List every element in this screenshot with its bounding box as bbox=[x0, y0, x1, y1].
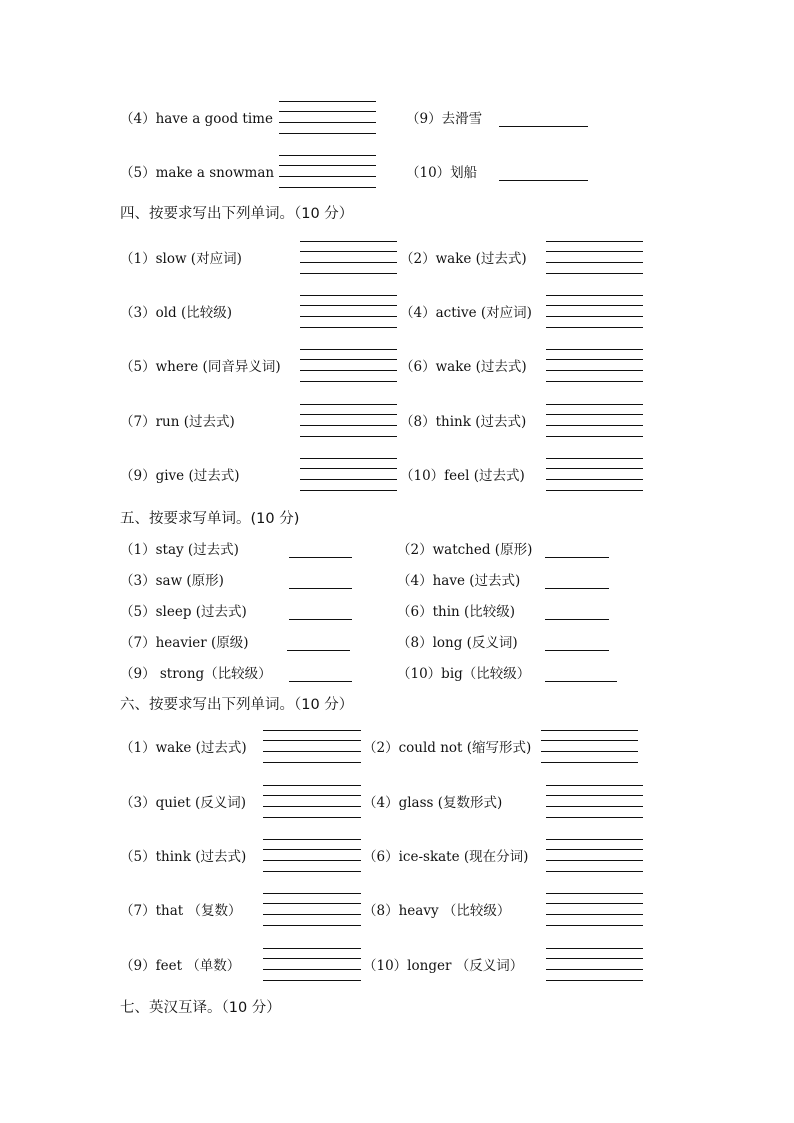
question-label: （10）feel (过去式) bbox=[400, 468, 525, 484]
question-label: （4）active (对应词) bbox=[400, 305, 532, 321]
question-label: （6）wake (过去式) bbox=[400, 359, 527, 375]
section-6-title: 六、按要求写出下列单词。（10 分） bbox=[120, 697, 354, 713]
question-label: （10）longer （反义词） bbox=[363, 958, 524, 974]
question-label: （4）have (过去式) bbox=[397, 573, 521, 589]
question-label: （9） strong（比较级） bbox=[120, 666, 272, 682]
question-label: （1）slow (对应词) bbox=[120, 251, 242, 267]
answer-lines[interactable] bbox=[263, 839, 361, 871]
question-label: （1）wake (过去式) bbox=[120, 740, 247, 756]
question-label: （4）glass (复数形式) bbox=[363, 795, 503, 811]
question-label: （4）have a good time bbox=[120, 111, 273, 127]
question-label: （5）where (同音异义词) bbox=[120, 359, 281, 375]
question-label: （8）long (反义词) bbox=[397, 635, 518, 651]
answer-lines[interactable] bbox=[263, 948, 361, 980]
question-label: （8）think (过去式) bbox=[400, 414, 527, 430]
answer-blank[interactable] bbox=[499, 180, 588, 181]
answer-lines[interactable] bbox=[263, 730, 361, 762]
question-label: （9）feet （单数） bbox=[120, 958, 241, 974]
answer-blank[interactable] bbox=[545, 557, 609, 558]
question-label: （3）saw (原形) bbox=[120, 573, 224, 589]
question-label: （6）ice-skate (现在分词) bbox=[363, 849, 529, 865]
question-label: （3）old (比较级) bbox=[120, 305, 233, 321]
question-label: （5）sleep (过去式) bbox=[120, 604, 247, 620]
answer-lines[interactable] bbox=[263, 785, 361, 817]
answer-blank[interactable] bbox=[289, 588, 352, 589]
section-4-title: 四、按要求写出下列单词。（10 分） bbox=[120, 206, 354, 222]
question-label: （6）thin (比较级) bbox=[397, 604, 516, 620]
answer-lines[interactable] bbox=[279, 101, 376, 133]
answer-lines[interactable] bbox=[300, 349, 397, 381]
answer-blank[interactable] bbox=[289, 557, 352, 558]
answer-blank[interactable] bbox=[545, 650, 609, 651]
answer-lines[interactable] bbox=[546, 404, 643, 436]
answer-lines[interactable] bbox=[546, 948, 643, 980]
section-7-title: 七、英汉互译。（10 分） bbox=[120, 1000, 281, 1016]
answer-lines[interactable] bbox=[263, 893, 361, 925]
question-label: （7）run (过去式) bbox=[120, 414, 235, 430]
answer-lines[interactable] bbox=[546, 295, 643, 327]
answer-lines[interactable] bbox=[546, 349, 643, 381]
question-label: （3）quiet (反义词) bbox=[120, 795, 246, 811]
question-label: （10）划船 bbox=[406, 165, 478, 181]
question-label: （7）heavier (原级) bbox=[120, 635, 249, 651]
answer-blank[interactable] bbox=[289, 619, 352, 620]
answer-blank[interactable] bbox=[545, 619, 609, 620]
question-label: （2）watched (原形) bbox=[397, 542, 533, 558]
answer-lines[interactable] bbox=[546, 893, 643, 925]
answer-blank[interactable] bbox=[545, 681, 617, 682]
question-label: （9）去滑雪 bbox=[406, 111, 483, 127]
question-label: （2）wake (过去式) bbox=[400, 251, 527, 267]
question-label: （8）heavy （比较级） bbox=[363, 903, 511, 919]
section-5-title: 五、按要求写单词。(10 分) bbox=[120, 511, 300, 527]
answer-blank[interactable] bbox=[287, 650, 350, 651]
answer-lines[interactable] bbox=[546, 839, 643, 871]
answer-lines[interactable] bbox=[546, 241, 643, 273]
question-label: （10）big（比较级） bbox=[397, 666, 531, 682]
question-label: （5）think (过去式) bbox=[120, 849, 247, 865]
answer-lines[interactable] bbox=[546, 785, 643, 817]
answer-lines[interactable] bbox=[546, 458, 643, 490]
answer-lines[interactable] bbox=[300, 458, 397, 490]
answer-blank[interactable] bbox=[545, 588, 609, 589]
question-label: （5）make a snowman bbox=[120, 165, 275, 181]
answer-lines[interactable] bbox=[541, 730, 638, 762]
answer-lines[interactable] bbox=[300, 295, 397, 327]
question-label: （9）give (过去式) bbox=[120, 468, 240, 484]
question-label: （7）that （复数） bbox=[120, 903, 242, 919]
answer-lines[interactable] bbox=[300, 241, 397, 273]
question-label: （1）stay (过去式) bbox=[120, 542, 239, 558]
answer-blank[interactable] bbox=[499, 126, 588, 127]
answer-lines[interactable] bbox=[279, 155, 376, 187]
question-label: （2）could not (缩写形式) bbox=[363, 740, 532, 756]
answer-blank[interactable] bbox=[289, 681, 352, 682]
answer-lines[interactable] bbox=[300, 404, 397, 436]
